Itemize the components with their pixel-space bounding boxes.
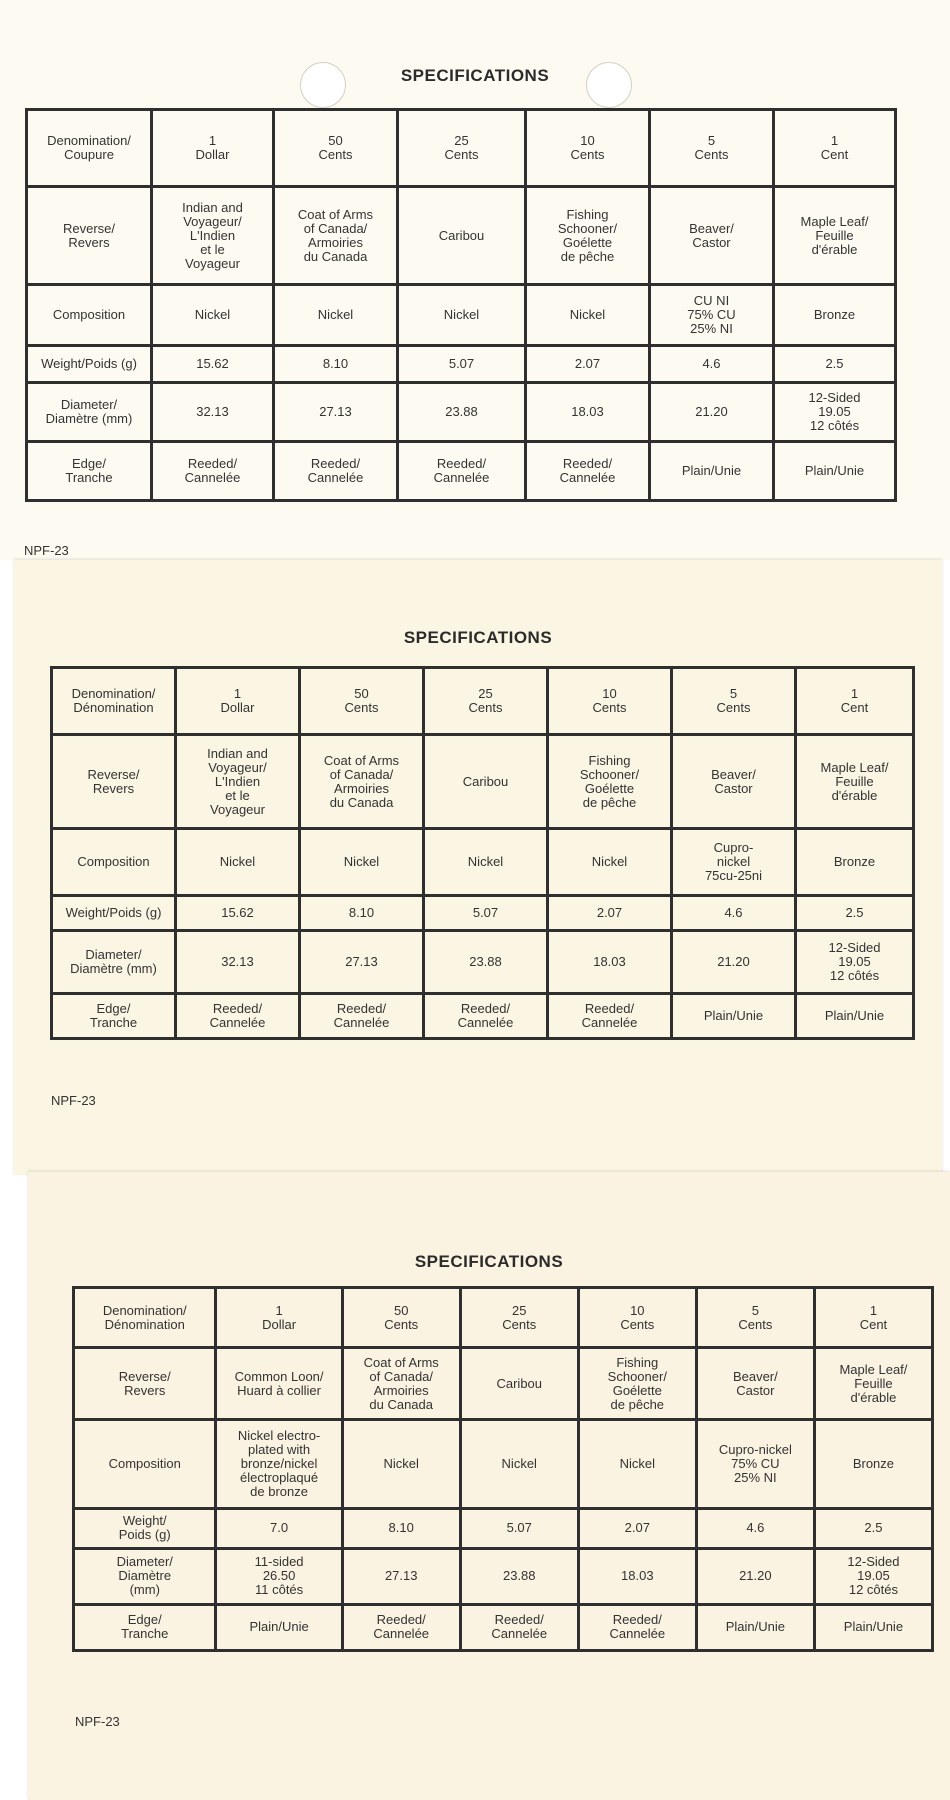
table-cell: Nickel <box>342 1420 460 1508</box>
table-cell: Bronze <box>796 829 914 896</box>
table-cell: 10 Cents <box>526 110 650 187</box>
composition-row <box>74 1420 933 1508</box>
row-header-cell: Composition <box>27 285 152 346</box>
table-cell: Bronze <box>774 285 896 346</box>
table-cell: 32.13 <box>176 930 300 993</box>
reverse-row <box>27 187 896 285</box>
card-title: SPECIFICATIONS <box>400 66 550 85</box>
table-cell: Coat of Arms of Canada/ Armoiries du Canada <box>300 735 424 829</box>
table-cell: 12-Sided 19.05 12 côtés <box>774 382 896 441</box>
weight-row <box>74 1508 933 1548</box>
table-cell: Nickel <box>578 1420 696 1508</box>
table-cell: Maple Leaf/ Feuille d'érable <box>774 187 896 285</box>
table-cell: Indian and Voyageur/ L'Indien et le Voyageur <box>152 187 274 285</box>
table-cell: Plain/Unie <box>696 1604 814 1650</box>
table-cell: 2.5 <box>814 1508 932 1548</box>
row-header-cell: Diameter/ Diamètre (mm) <box>27 382 152 441</box>
row-header-cell: Denomination/ Dénomination <box>52 668 176 735</box>
table-cell: Reeded/ Cannelée <box>548 994 672 1039</box>
row-header-cell: Reverse/ Revers <box>27 187 152 285</box>
spec-card-2 <box>14 560 942 1175</box>
table-cell: 21.20 <box>672 930 796 993</box>
form-code: NPF-23 <box>24 543 69 558</box>
table-cell: Fishing Schooner/ Goélette de pêche <box>526 187 650 285</box>
row-header-cell: Weight/Poids (g) <box>52 896 176 931</box>
table-cell: Nickel electro- plated with bronze/nickel électroplaqué de bronze <box>216 1420 342 1508</box>
table-cell: 12-Sided 19.05 12 côtés <box>814 1548 932 1604</box>
table-cell: 4.6 <box>696 1508 814 1548</box>
table-cell: Reeded/ Cannelée <box>460 1604 578 1650</box>
row-header-cell: Edge/ Tranche <box>27 441 152 500</box>
table-cell: 1 Cent <box>774 110 896 187</box>
table-cell: Reeded/ Cannelée <box>578 1604 696 1650</box>
row-header-cell: Diameter/ Diamètre (mm) <box>74 1548 216 1604</box>
table-cell: Reeded/ Cannelée <box>342 1604 460 1650</box>
row-header-cell: Reverse/ Revers <box>74 1348 216 1420</box>
table-cell: Bronze <box>814 1420 932 1508</box>
table-cell: Beaver/ Castor <box>650 187 774 285</box>
card-title: SPECIFICATIONS <box>414 1252 564 1271</box>
table-cell: 8.10 <box>300 896 424 931</box>
spec-table <box>50 666 915 1040</box>
table-cell: 4.6 <box>650 346 774 383</box>
table-cell: 15.62 <box>176 896 300 931</box>
row-header-cell: Diameter/ Diamètre (mm) <box>52 930 176 993</box>
card-title: SPECIFICATIONS <box>403 628 553 647</box>
table-cell: Nickel <box>300 829 424 896</box>
table-cell: 4.6 <box>672 896 796 931</box>
row-header-cell: Weight/Poids (g) <box>27 346 152 383</box>
row-header-cell: Composition <box>74 1420 216 1508</box>
table-cell: 25 Cents <box>460 1288 578 1348</box>
table-cell: 1 Dollar <box>216 1288 342 1348</box>
table-cell: Beaver/ Castor <box>672 735 796 829</box>
form-code: NPF-23 <box>75 1714 120 1729</box>
table-cell: 5.07 <box>424 896 548 931</box>
table-cell: Reeded/ Cannelée <box>398 441 526 500</box>
weight-row <box>52 896 914 931</box>
table-cell: 50 Cents <box>342 1288 460 1348</box>
table-cell: Cupro- nickel 75cu-25ni <box>672 829 796 896</box>
table-cell: Plain/Unie <box>774 441 896 500</box>
table-cell: 18.03 <box>548 930 672 993</box>
table-cell: 23.88 <box>424 930 548 993</box>
table-cell: Reeded/ Cannelée <box>424 994 548 1039</box>
edge-row <box>52 994 914 1039</box>
denomination-row <box>74 1288 933 1348</box>
table-cell: 8.10 <box>342 1508 460 1548</box>
table-cell: 2.5 <box>774 346 896 383</box>
table-cell: 50 Cents <box>300 668 424 735</box>
form-code: NPF-23 <box>51 1093 96 1108</box>
table-cell: Coat of Arms of Canada/ Armoiries du Canada <box>274 187 398 285</box>
table-cell: 21.20 <box>696 1548 814 1604</box>
table-cell: 1 Dollar <box>152 110 274 187</box>
table-cell: 32.13 <box>152 382 274 441</box>
table-cell: 2.07 <box>548 896 672 931</box>
denomination-row <box>52 668 914 735</box>
table-cell: Reeded/ Cannelée <box>152 441 274 500</box>
edge-row <box>74 1604 933 1650</box>
table-cell: Cupro-nickel 75% CU 25% NI <box>696 1420 814 1508</box>
reverse-row <box>52 735 914 829</box>
table-cell: 10 Cents <box>578 1288 696 1348</box>
table-cell: Fishing Schooner/ Goélette de pêche <box>548 735 672 829</box>
table-cell: 5.07 <box>398 346 526 383</box>
table-cell: 18.03 <box>578 1548 696 1604</box>
table-cell: Plain/Unie <box>796 994 914 1039</box>
table-cell: Plain/Unie <box>650 441 774 500</box>
spec-card-3 <box>28 1172 950 1800</box>
table-cell: Reeded/ Cannelée <box>274 441 398 500</box>
composition-row <box>52 829 914 896</box>
table-cell: 2.07 <box>578 1508 696 1548</box>
table-cell: 8.10 <box>274 346 398 383</box>
table-cell: 18.03 <box>526 382 650 441</box>
table-cell: 2.5 <box>796 896 914 931</box>
table-cell: Common Loon/ Huard à collier <box>216 1348 342 1420</box>
table-cell: 23.88 <box>398 382 526 441</box>
weight-row <box>27 346 896 383</box>
table-cell: Reeded/ Cannelée <box>526 441 650 500</box>
table-cell: Nickel <box>526 285 650 346</box>
row-header-cell: Denomination/ Dénomination <box>74 1288 216 1348</box>
table-cell: Nickel <box>424 829 548 896</box>
table-cell: Plain/Unie <box>672 994 796 1039</box>
table-cell: Caribou <box>424 735 548 829</box>
table-cell: 2.07 <box>526 346 650 383</box>
table-cell: Coat of Arms of Canada/ Armoiries du Canada <box>342 1348 460 1420</box>
diameter-row <box>74 1548 933 1604</box>
table-cell: 50 Cents <box>274 110 398 187</box>
table-cell: 5 Cents <box>696 1288 814 1348</box>
table-cell: 27.13 <box>300 930 424 993</box>
table-cell: 27.13 <box>342 1548 460 1604</box>
diameter-row <box>52 930 914 993</box>
table-cell: Indian and Voyageur/ L'Indien et le Voyageur <box>176 735 300 829</box>
table-cell: Nickel <box>176 829 300 896</box>
table-cell: 25 Cents <box>424 668 548 735</box>
table-cell: 5 Cents <box>672 668 796 735</box>
table-cell: 5 Cents <box>650 110 774 187</box>
table-cell: Nickel <box>398 285 526 346</box>
table-cell: Maple Leaf/ Feuille d'érable <box>796 735 914 829</box>
table-cell: Plain/Unie <box>814 1604 932 1650</box>
table-cell: Caribou <box>398 187 526 285</box>
spec-card-1 <box>0 0 950 560</box>
table-cell: Reeded/ Cannelée <box>176 994 300 1039</box>
table-cell: 15.62 <box>152 346 274 383</box>
table-cell: 12-Sided 19.05 12 côtés <box>796 930 914 993</box>
row-header-cell: Reverse/ Revers <box>52 735 176 829</box>
reverse-row <box>74 1348 933 1420</box>
table-cell: Beaver/ Castor <box>696 1348 814 1420</box>
table-cell: Nickel <box>548 829 672 896</box>
table-cell: 7.0 <box>216 1508 342 1548</box>
table-cell: 1 Cent <box>814 1288 932 1348</box>
row-header-cell: Composition <box>52 829 176 896</box>
table-cell: Reeded/ Cannelée <box>300 994 424 1039</box>
composition-row <box>27 285 896 346</box>
table-cell: Maple Leaf/ Feuille d'érable <box>814 1348 932 1420</box>
table-cell: 1 Dollar <box>176 668 300 735</box>
row-header-cell: Edge/ Tranche <box>74 1604 216 1650</box>
edge-row <box>27 441 896 500</box>
table-cell: Plain/Unie <box>216 1604 342 1650</box>
table-cell: CU NI 75% CU 25% NI <box>650 285 774 346</box>
table-cell: 21.20 <box>650 382 774 441</box>
table-cell: Nickel <box>460 1420 578 1508</box>
denomination-row <box>27 110 896 187</box>
table-cell: Fishing Schooner/ Goélette de pêche <box>578 1348 696 1420</box>
table-cell: 5.07 <box>460 1508 578 1548</box>
spec-table <box>25 108 897 502</box>
table-cell: 10 Cents <box>548 668 672 735</box>
table-cell: 1 Cent <box>796 668 914 735</box>
table-cell: Nickel <box>274 285 398 346</box>
table-cell: 27.13 <box>274 382 398 441</box>
table-cell: 23.88 <box>460 1548 578 1604</box>
table-cell: 25 Cents <box>398 110 526 187</box>
row-header-cell: Denomination/ Coupure <box>27 110 152 187</box>
spec-table <box>72 1286 934 1652</box>
diameter-row <box>27 382 896 441</box>
table-cell: Nickel <box>152 285 274 346</box>
row-header-cell: Edge/ Tranche <box>52 994 176 1039</box>
row-header-cell: Weight/ Poids (g) <box>74 1508 216 1548</box>
table-cell: Caribou <box>460 1348 578 1420</box>
table-cell: 11-sided 26.50 11 côtés <box>216 1548 342 1604</box>
